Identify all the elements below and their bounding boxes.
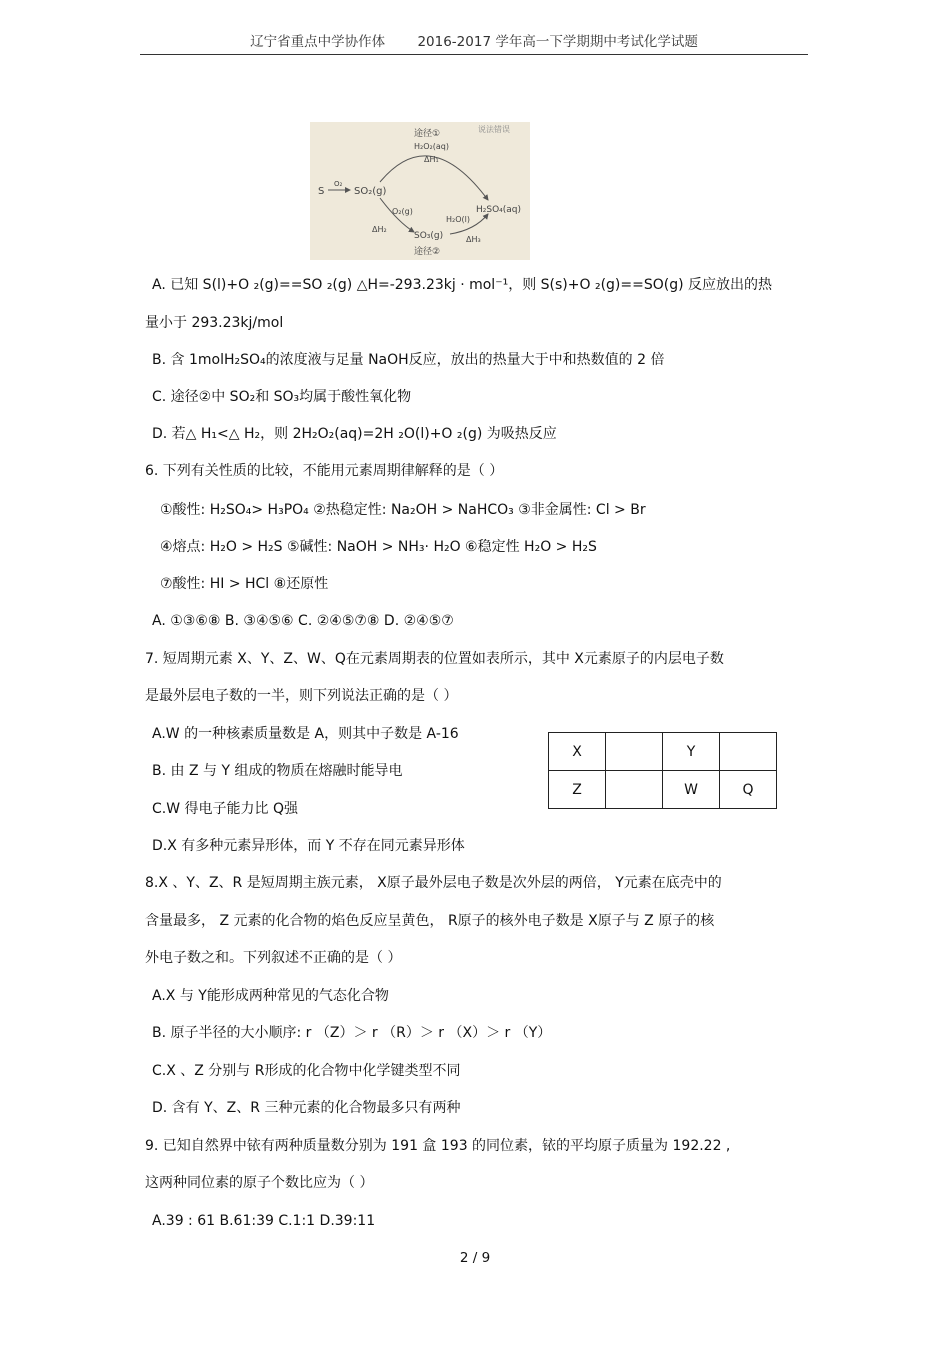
dh3-label: ΔH₃ — [466, 235, 481, 244]
q7-stem-line2: 是最外层电子数的一半，则下列说法正确的是（ ） — [145, 688, 458, 704]
table-cell: W — [663, 771, 720, 809]
periodic-table-excerpt — [548, 732, 777, 809]
q6-items-row2: ④熔点: H₂O > H₂S ⑤碱性: NaOH > NH₃· H₂O ⑥稳定性 H₂O > H₂S — [160, 539, 597, 555]
so2-label: SO₂(g) — [354, 186, 387, 197]
table-cell: Z — [549, 771, 606, 809]
q8-option-c: C.X 、Z 分别与 R形成的化合物中化学键类型不同 — [152, 1063, 461, 1079]
q7-stem-line1: 7. 短周期元素 X、Y、Z、W、Q在元素周期表的位置如表所示，其中 X元素原子的内层电子数 — [145, 651, 724, 667]
q5-option-a-line1: A. 已知 S(l)+O ₂(g)==SO ₂(g) △H=-293.23kj · mol⁻¹，则 S(s)+O ₂(g)==SO(g) 反应放出的热 — [152, 277, 773, 293]
table-cell — [720, 733, 777, 771]
reaction-pathway-diagram — [310, 122, 530, 260]
q8-option-d: D. 含有 Y、Z、R 三种元素的化合物最多只有两种 — [152, 1100, 461, 1116]
table-row — [549, 733, 777, 771]
q9-options: A.39 : 61 B.61:39 C.1:1 D.39:11 — [152, 1213, 376, 1229]
table-cell — [606, 771, 663, 809]
q7-option-c: C.W 得电子能力比 Q强 — [152, 801, 298, 817]
q5-option-a-line2: 量小于 293.23kj/mol — [145, 315, 284, 331]
q8-option-b: B. 原子半径的大小顺序: r （Z）＞ r （R）＞ r （X）＞ r （Y） — [152, 1025, 552, 1041]
path2-label: 途径② — [414, 247, 441, 257]
q5-option-c: C. 途径②中 SO₂和 SO₃均属于酸性氧化物 — [152, 389, 412, 405]
dh1-label: ΔH₁ — [424, 155, 439, 164]
q6-items-row1: ①酸性: H₂SO₄> H₃PO₄ ②热稳定性: Na₂OH > NaHCO₃ ③非金属性: Cl > Br — [160, 502, 646, 518]
reaction-pathway-figure — [310, 122, 530, 260]
h2ol-label: H₂O(l) — [446, 215, 470, 224]
h2o2-label: H₂O₂(aq) — [414, 142, 449, 151]
header-exam-title: 2016-2017 学年高一下学期期中考试化学试题 — [417, 34, 698, 50]
page-header — [140, 28, 808, 55]
h2so4-label: H₂SO₄(aq) — [476, 205, 522, 215]
q5-option-b: B. 含 1molH₂SO₄的浓度液与足量 NaOH反应，放出的热量大于中和热数值的 2 倍 — [152, 352, 665, 368]
table-row — [549, 771, 777, 809]
q6-items-row3: ⑦酸性: HI > HCl ⑧还原性 — [160, 576, 329, 592]
o2g-label: O₂(g) — [392, 207, 413, 216]
q9-stem-line1: 9. 已知自然界中铱有两种质量数分别为 191 盒 193 的同位素，铱的平均原子质量为 192.22 , — [145, 1138, 731, 1154]
table-cell — [606, 733, 663, 771]
q9-stem-line2: 这两种同位素的原子个数比应为（ ） — [145, 1175, 374, 1191]
table-cell: X — [549, 733, 606, 771]
q6-stem: 6. 下列有关性质的比较，不能用元素周期律解释的是（ ） — [145, 463, 504, 479]
table-cell: Q — [720, 771, 777, 809]
path1-label: 途径① — [414, 129, 441, 139]
q8-stem-line1: 8.X 、Y、Z、R 是短周期主族元素， X原子最外层电子数是次外层的两倍， Y元素在底壳中的 — [145, 875, 722, 891]
corner-label: 说法错误 — [478, 125, 510, 134]
page-number: 2 / 9 — [459, 1250, 491, 1266]
q7-option-d: D.X 有多种元素异形体，而 Y 不存在同元素异形体 — [152, 838, 465, 854]
dh2-label: ΔH₂ — [372, 225, 387, 234]
q8-stem-line3: 外电子数之和。下列叙述不正确的是（ ） — [145, 950, 402, 966]
table-cell: Y — [663, 733, 720, 771]
q7-option-b: B. 由 Z 与 Y 组成的物质在熔融时能导电 — [152, 763, 403, 779]
header-school: 辽宁省重点中学协作体 — [250, 34, 386, 50]
q8-option-a: A.X 与 Y能形成两种常见的气态化合物 — [152, 988, 389, 1004]
o2-label: O₂ — [334, 180, 343, 188]
so3-label: SO₃(g) — [414, 231, 444, 241]
q6-options: A. ①③⑥⑧ B. ③④⑤⑥ C. ②④⑤⑦⑧ D. ②④⑤⑦ — [152, 613, 454, 629]
q5-option-d: D. 若△ H₁<△ H₂，则 2H₂O₂(aq)=2H ₂O(l)+O ₂(g) 为吸热反应 — [152, 426, 557, 442]
s-label: S — [318, 186, 325, 197]
q7-option-a: A.W 的一种核素质量数是 A，则其中子数是 A-16 — [152, 726, 459, 742]
q8-stem-line2: 含量最多， Z 元素的化合物的焰色反应呈黄色， R原子的核外电子数是 X原子与 Z 原子的核 — [145, 913, 715, 929]
